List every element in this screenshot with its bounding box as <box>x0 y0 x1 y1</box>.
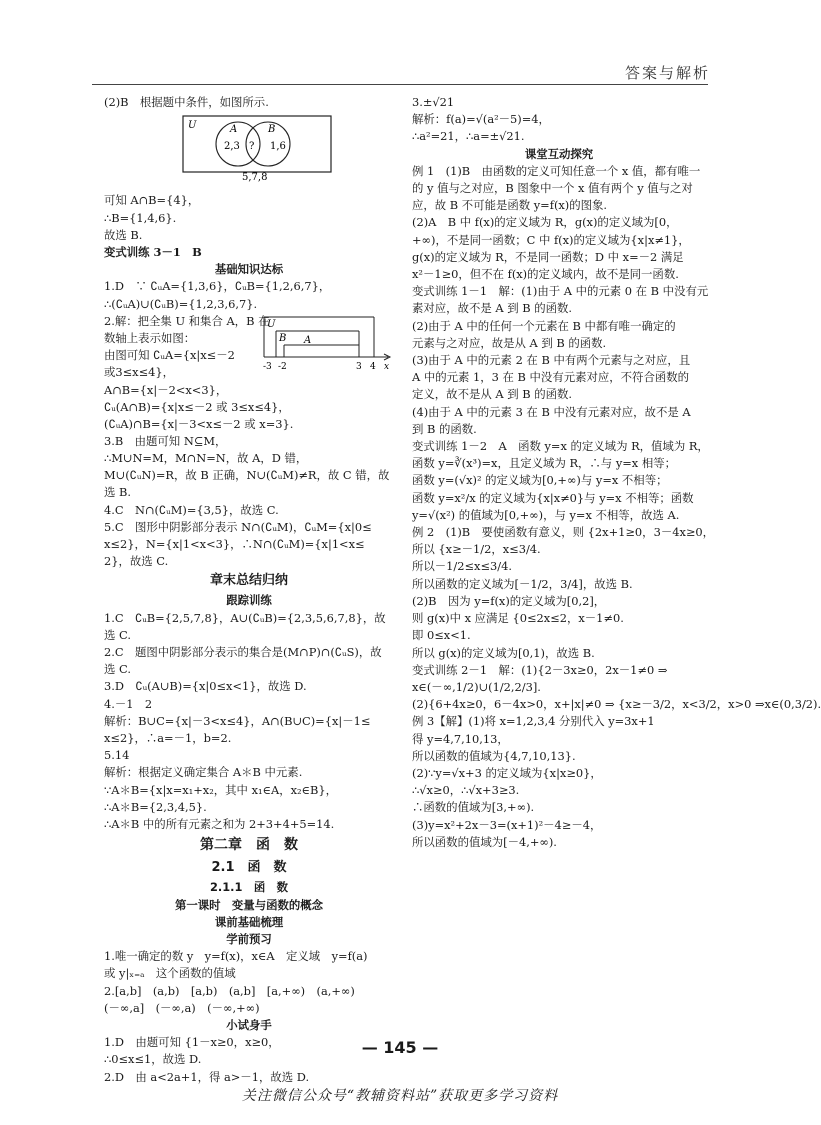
nl-label-u: U <box>267 318 276 330</box>
text-line: ∵A＊B={x|x=x₁+x₂，其中 x₁∈A，x₂∈B}， <box>104 782 338 797</box>
header-rule <box>92 84 708 85</box>
section-heading: 课前基础梳理 <box>214 914 284 929</box>
text-line: 变式训练 3－1 B <box>104 245 202 260</box>
text-line: 5.14 <box>104 748 130 763</box>
text-line: 的 y 值与之对应，B 图象中一个 x 值有两个 y 值与之对 <box>412 181 693 196</box>
text-line: 函数 y=x²/x 的定义域为{x|x≠0}与 y=x 不相等；函数 <box>412 490 694 505</box>
nl-label-a: A <box>304 334 312 346</box>
section-heading: 2.1 函 数 <box>211 860 287 876</box>
text-line: 得 y=4,7,10,13， <box>412 731 509 746</box>
text-line: 4.C N∩(∁ᵤM)={3,5}，故选 C. <box>104 502 279 517</box>
text-line: y=√(x²) 的值域为[0,+∞)，与 y=x 不相等，故选 A. <box>412 507 680 522</box>
text-line: 定义，故不是从 A 到 B 的函数. <box>412 387 572 402</box>
text-line: 2}，故选 C. <box>104 554 169 569</box>
text-line: 解析：根据定义确定集合 A＊B 中元素. <box>104 765 303 780</box>
section-heading: 基础知识达标 <box>214 262 284 277</box>
nl-label-b: B <box>279 332 287 344</box>
section-heading: 章末总结归纳 <box>209 573 288 589</box>
section-heading: 跟踪训练 <box>226 593 272 608</box>
venn-label-u: U <box>188 120 197 132</box>
text-line: (2)∵y=√x+3 的定义域为{x|x≥0}， <box>412 765 602 780</box>
text-line: 变式训练 2－1 解：(1){2－3x≥0，2x－1≠0 ⇒ <box>412 662 668 677</box>
section-heading: 小试身手 <box>226 1017 272 1032</box>
text-line: +∞)，不是同一函数；C 中 f(x)的定义域为{x|x≠1}， <box>412 232 690 247</box>
right-column <box>412 94 821 851</box>
text-line: (2)由于 A 中的任何一个元素在 B 中都有唯一确定的 <box>412 318 676 333</box>
text-line: ∴A＊B 中的所有元素之和为 2+3+4+5=14. <box>104 817 335 832</box>
text-line: g(x)的定义域为 R，不是同一函数；D 中 x=－2 满足 <box>412 249 684 264</box>
text-line: 1.C ∁ᵤB={2,5,7,8}，A∪(∁ᵤB)={2,3,5,6,7,8}，故 <box>104 610 386 625</box>
text-line: 可知 A∩B={4}， <box>104 193 200 208</box>
text-line: 例 3【解】(1)将 x=1,2,3,4 分别代入 y=3x+1 <box>412 714 655 729</box>
text-line: 3.±√21 <box>412 95 455 109</box>
text-line: 所以函数的值域为[－4,+∞). <box>412 834 557 849</box>
section-heading: 学前预习 <box>226 931 272 946</box>
number-line-block <box>104 313 394 433</box>
text-line: 函数 y=∛(x³)=x，且定义域为 R，∴与 y=x 相等； <box>412 456 677 471</box>
text-line: (2)A B 中 f(x)的定义域为 R，g(x)的定义域为[0， <box>412 215 678 230</box>
text-line: 选 C. <box>104 662 131 677</box>
text-line: x∈(－∞,1/2)∪(1/2,2/3]. <box>412 679 541 694</box>
text-line: 即 0≤x<1. <box>412 628 471 643</box>
nl-tick-label: 4 <box>370 361 376 372</box>
text-line: 选 B. <box>104 485 132 500</box>
text-line: 选 C. <box>104 627 131 642</box>
nl-tick-label: -3 <box>263 361 272 372</box>
text-line: (2)B 根据题中条件，如图所示. <box>104 95 269 109</box>
number-line-figure <box>264 313 392 373</box>
venn-diagram <box>182 115 332 184</box>
text-line: 所以函数的值域为{4,7,10,13}. <box>412 748 576 763</box>
text-line: ∴B={1,4,6}. <box>104 210 177 225</box>
text-line: 应，故 B 不可能是函数 y=f(x)的图象. <box>412 198 608 213</box>
text-line: x≤2}，N={x|1<x<3}，∴N∩(∁ᵤM)={x|1<x≤ <box>104 537 365 552</box>
text-line: 所以 g(x)的定义域为[0,1)，故选 B. <box>412 645 595 660</box>
text-line: 故选 B. <box>104 227 143 242</box>
footer-note: 关注微信公众号“教辅资料站”获取更多学习资料 <box>241 1088 559 1104</box>
text-line: ∴M∪N=M，M∩N=N，故 A，D 错， <box>104 451 308 466</box>
text-line: x≤2}，∴a=－1，b=2. <box>104 731 232 746</box>
text-line: 2.解：把全集 U 和集合 A，B 在 <box>104 313 270 328</box>
text-line: (4)由于 A 中的元素 3 在 B 中没有元素对应，故不是 A <box>412 404 691 419</box>
text-line: ∴(∁ᵤA)∪(∁ᵤB)={1,2,3,6,7}. <box>104 296 258 311</box>
section-heading: 2.1.1 函 数 <box>210 880 288 895</box>
section-heading: 第一课时 变量与函数的概念 <box>174 897 324 912</box>
text-line: 变式训练 1－2 A 函数 y=x 的定义域为 R，值域为 R， <box>412 439 709 454</box>
text-line: x²－1≥0，但不在 f(x)的定义域内，故不是同一函数. <box>412 267 679 282</box>
text-line: (2){6+4x≥0，6－4x>0，x+|x|≠0 ⇒ {x≥－3/2，x<3/2，x>0 ⇒x∈(0,3/2). <box>412 697 821 712</box>
text-line: ∴√x≥0，∴√x+3≥3. <box>412 783 520 798</box>
text-line: 2.D 由 a<2a+1，得 a>－1，故选 D. <box>104 1069 310 1084</box>
text-line: 或 y|ₓ₌ₐ 这个函数的值域 <box>104 966 236 981</box>
text-line: 元素与之对应，故是从 A 到 B 的函数. <box>412 335 607 350</box>
venn-a-only: 2,3 <box>224 141 240 153</box>
text-line: 1.D ∵ ∁ᵤA={1,3,6}，∁ᵤB={1,2,6,7}， <box>104 279 331 294</box>
text-line: 函数 y=(√x)² 的定义域为[0,+∞)与 y=x 不相等； <box>412 473 668 488</box>
chapter-heading: 第二章 函 数 <box>200 837 298 854</box>
text-line: A 中的元素 1，3 在 B 中没有元素对应，不符合函数的 <box>412 370 690 385</box>
text-line: 到 B 的函数. <box>412 421 477 436</box>
text-line: 3.B 由题可知 N⊆M， <box>104 433 227 448</box>
text-line: 素对应，故不是 A 到 B 的函数. <box>412 301 572 316</box>
text-line: (∁ᵤA)∩B={x|－3<x≤－2 或 x=3}. <box>104 417 294 432</box>
text-line: (3)y=x²+2x－3=(x+1)²－4≥－4， <box>412 817 602 832</box>
text-line: 数轴上表示如图： <box>104 331 196 346</box>
text-line: 由图可知 ∁ᵤA={x|x≤－2 <box>104 348 235 363</box>
text-line: 5.C 图形中阴影部分表示 N∩(∁ᵤM)，∁ᵤM={x|0≤ <box>104 519 372 534</box>
text-line: 3.D ∁ᵤ(A∪B)={x|0≤x<1}，故选 D. <box>104 679 307 694</box>
text-line: ∴0≤x≤1，故选 D. <box>104 1052 202 1067</box>
text-line: 例 2 (1)B 要使函数有意义，则 {2x+1≥0，3－4x≥0， <box>412 525 715 540</box>
text-line: ∴a²=21，∴a=±√21. <box>412 129 525 144</box>
text-line: 1.唯一确定的数 y y=f(x)，x∈A 定义域 y=f(a) <box>104 949 368 964</box>
nl-tick-label: 3 <box>356 361 362 372</box>
text-line: (3)由于 A 中的元素 2 在 B 中有两个元素与之对应，且 <box>412 353 691 368</box>
text-line: ∴A＊B={2,3,4,5}. <box>104 799 207 814</box>
text-line: 1.D 由题可知 {1－x≥0，x≥0， <box>104 1035 280 1050</box>
text-line: 4.－1 2 <box>104 696 153 711</box>
text-line: 2.[a,b] (a,b) [a,b) (a,b] [a,+∞) (a,+∞) <box>104 983 355 998</box>
left-column <box>104 94 394 1086</box>
text-line: ∴函数的值域为[3,+∞). <box>412 800 535 815</box>
venn-label-b: B <box>268 124 276 136</box>
header-title: 答案与解析 <box>624 64 710 82</box>
text-line: 所以－1/2≤x≤3/4. <box>412 559 512 574</box>
text-line: 2.C 题图中阴影部分表示的集合是(M∩P)∩(∁ᵤS)，故 <box>104 645 382 660</box>
text-line: 所以 {x≥－1/2，x≤3/4. <box>412 542 541 557</box>
venn-b-only: 1,6 <box>270 141 286 153</box>
text-line: (－∞,a] (－∞,a) (－∞,+∞) <box>104 1000 260 1015</box>
text-line: 所以函数的定义域为[－1/2，3/4]，故选 B. <box>412 576 633 591</box>
text-line: 则 g(x)中 x 应满足 {0≤2x≤2，x－1≠0. <box>412 611 624 626</box>
page-number: — 145 — <box>361 1038 439 1057</box>
text-line: M∪(∁ᵤN)=R，故 B 正确，N∪(∁ᵤM)≠R，故 C 错，故 <box>104 468 390 483</box>
text-line: A∩B={x|－2<x<3}， <box>104 382 228 397</box>
text-line: 解析：f(a)=√(a²－5)=4， <box>412 112 550 127</box>
section-heading: 课堂互动探究 <box>524 146 594 161</box>
text-line: (2)B 因为 y=f(x)的定义域为[0,2]， <box>412 593 606 608</box>
text-line: 解析：B∪C={x|－3<x≤4}，A∩(B∪C)={x|－1≤ <box>104 713 371 728</box>
nl-axis-label: x <box>384 361 390 372</box>
text-line: 变式训练 1－1 解：(1)由于 A 中的元素 0 在 B 中没有元 <box>412 284 709 299</box>
text-line: 例 1 (1)B 由函数的定义可知任意一个 x 值，都有唯一 <box>412 163 701 178</box>
text-line: 或3≤x≤4}， <box>104 365 175 380</box>
venn-outside: 5,7,8 <box>242 172 268 184</box>
venn-overlap: ? <box>249 141 255 153</box>
venn-label-a: A <box>230 124 238 136</box>
nl-tick-label: -2 <box>278 361 287 372</box>
text-line: ∁ᵤ(A∩B)={x|x≤－2 或 3≤x≤4}， <box>104 399 290 414</box>
